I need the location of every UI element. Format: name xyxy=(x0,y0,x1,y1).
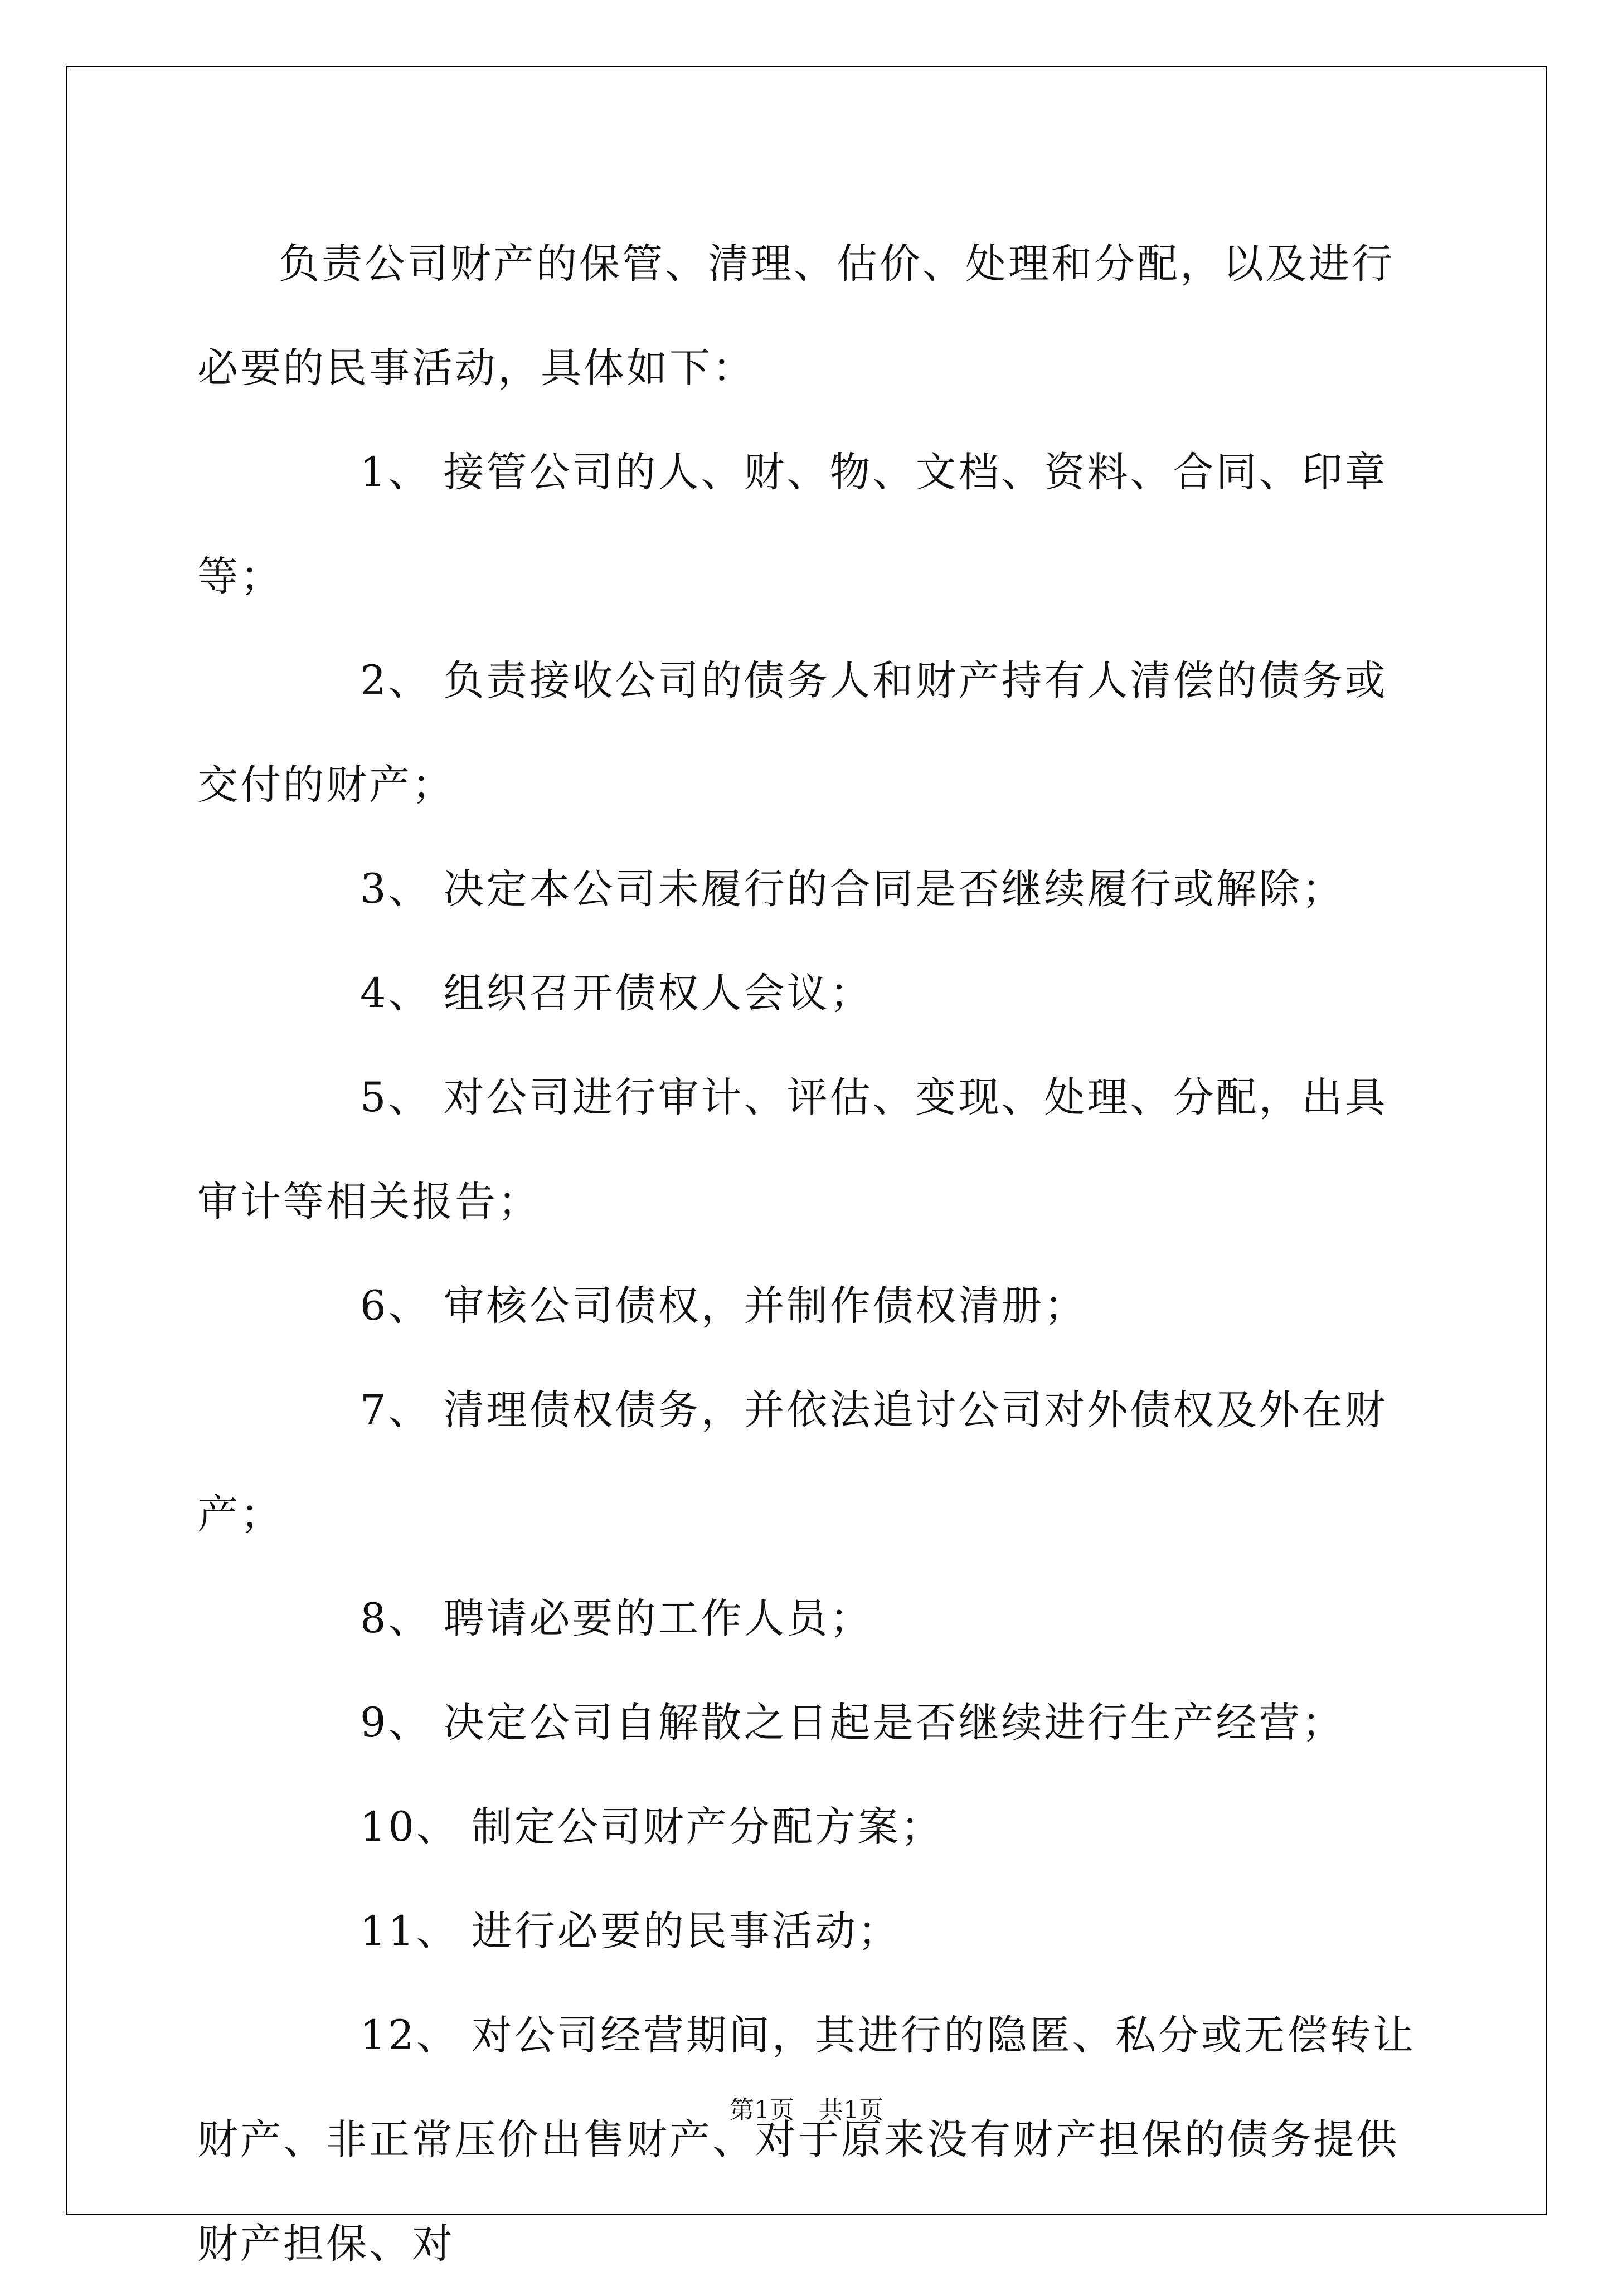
item-number: 10、 xyxy=(360,1803,459,1851)
list-item xyxy=(197,1567,1418,1671)
item-text: 接管公司的人、财、物、文档、资料、合同、印章等； xyxy=(197,449,1388,600)
item-number: 4、 xyxy=(360,970,431,1017)
item-text: 负责接收公司的债务人和财产持有人清偿的债务或交付的财产； xyxy=(197,657,1388,809)
list-item xyxy=(197,1775,1418,1879)
document-body xyxy=(197,212,1418,2296)
item-text: 决定本公司未履行的合同是否继续履行或解除； xyxy=(443,865,1345,913)
item-text: 制定公司财产分配方案； xyxy=(471,1803,944,1851)
item-text: 清理债权债务，并依法追讨公司对外债权及外在财产； xyxy=(197,1387,1388,1538)
item-number: 8、 xyxy=(360,1595,431,1642)
list-item xyxy=(197,629,1418,837)
item-number: 6、 xyxy=(360,1282,431,1330)
list-item xyxy=(197,837,1418,941)
item-text: 进行必要的民事活动； xyxy=(471,1908,901,1955)
list-item xyxy=(197,420,1418,629)
page-footer xyxy=(0,2090,1613,2125)
intro-paragraph: 负责公司财产的保管、清理、估价、处理和分配，以及进行必要的民事活动，具体如下： xyxy=(197,240,1395,392)
item-text: 对公司经营期间，其进行的隐匿、私分或无偿转让财产、非正常压价出售财产、对于原来没有财产担保的债务提供财产担保、对 xyxy=(197,2012,1416,2268)
list-item xyxy=(197,1358,1418,1567)
item-number: 11、 xyxy=(360,1908,459,1955)
page-total: 共1页 xyxy=(819,2096,883,2124)
item-number: 7、 xyxy=(360,1387,431,1434)
item-number: 9、 xyxy=(360,1699,431,1747)
item-number: 12、 xyxy=(360,2012,459,2059)
list-item xyxy=(197,1254,1418,1358)
item-number: 1、 xyxy=(360,449,431,496)
page-number: 第1页 xyxy=(730,2096,794,2124)
list-item xyxy=(197,1983,1418,2296)
list-item xyxy=(197,1045,1418,1254)
item-text: 组织召开债权人会议； xyxy=(443,970,873,1017)
item-number: 2、 xyxy=(360,657,431,704)
list-item xyxy=(197,1879,1418,1983)
list-item xyxy=(197,1671,1418,1775)
item-number: 3、 xyxy=(360,865,431,913)
item-text: 决定公司自解散之日起是否继续进行生产经营； xyxy=(443,1699,1345,1747)
item-number: 5、 xyxy=(360,1074,431,1121)
list-item xyxy=(197,941,1418,1045)
item-text: 聘请必要的工作人员； xyxy=(443,1595,873,1642)
item-text: 对公司进行审计、评估、变现、处理、分配，出具审计等相关报告； xyxy=(197,1074,1388,1225)
item-text: 审核公司债权，并制作债权清册； xyxy=(443,1282,1087,1330)
